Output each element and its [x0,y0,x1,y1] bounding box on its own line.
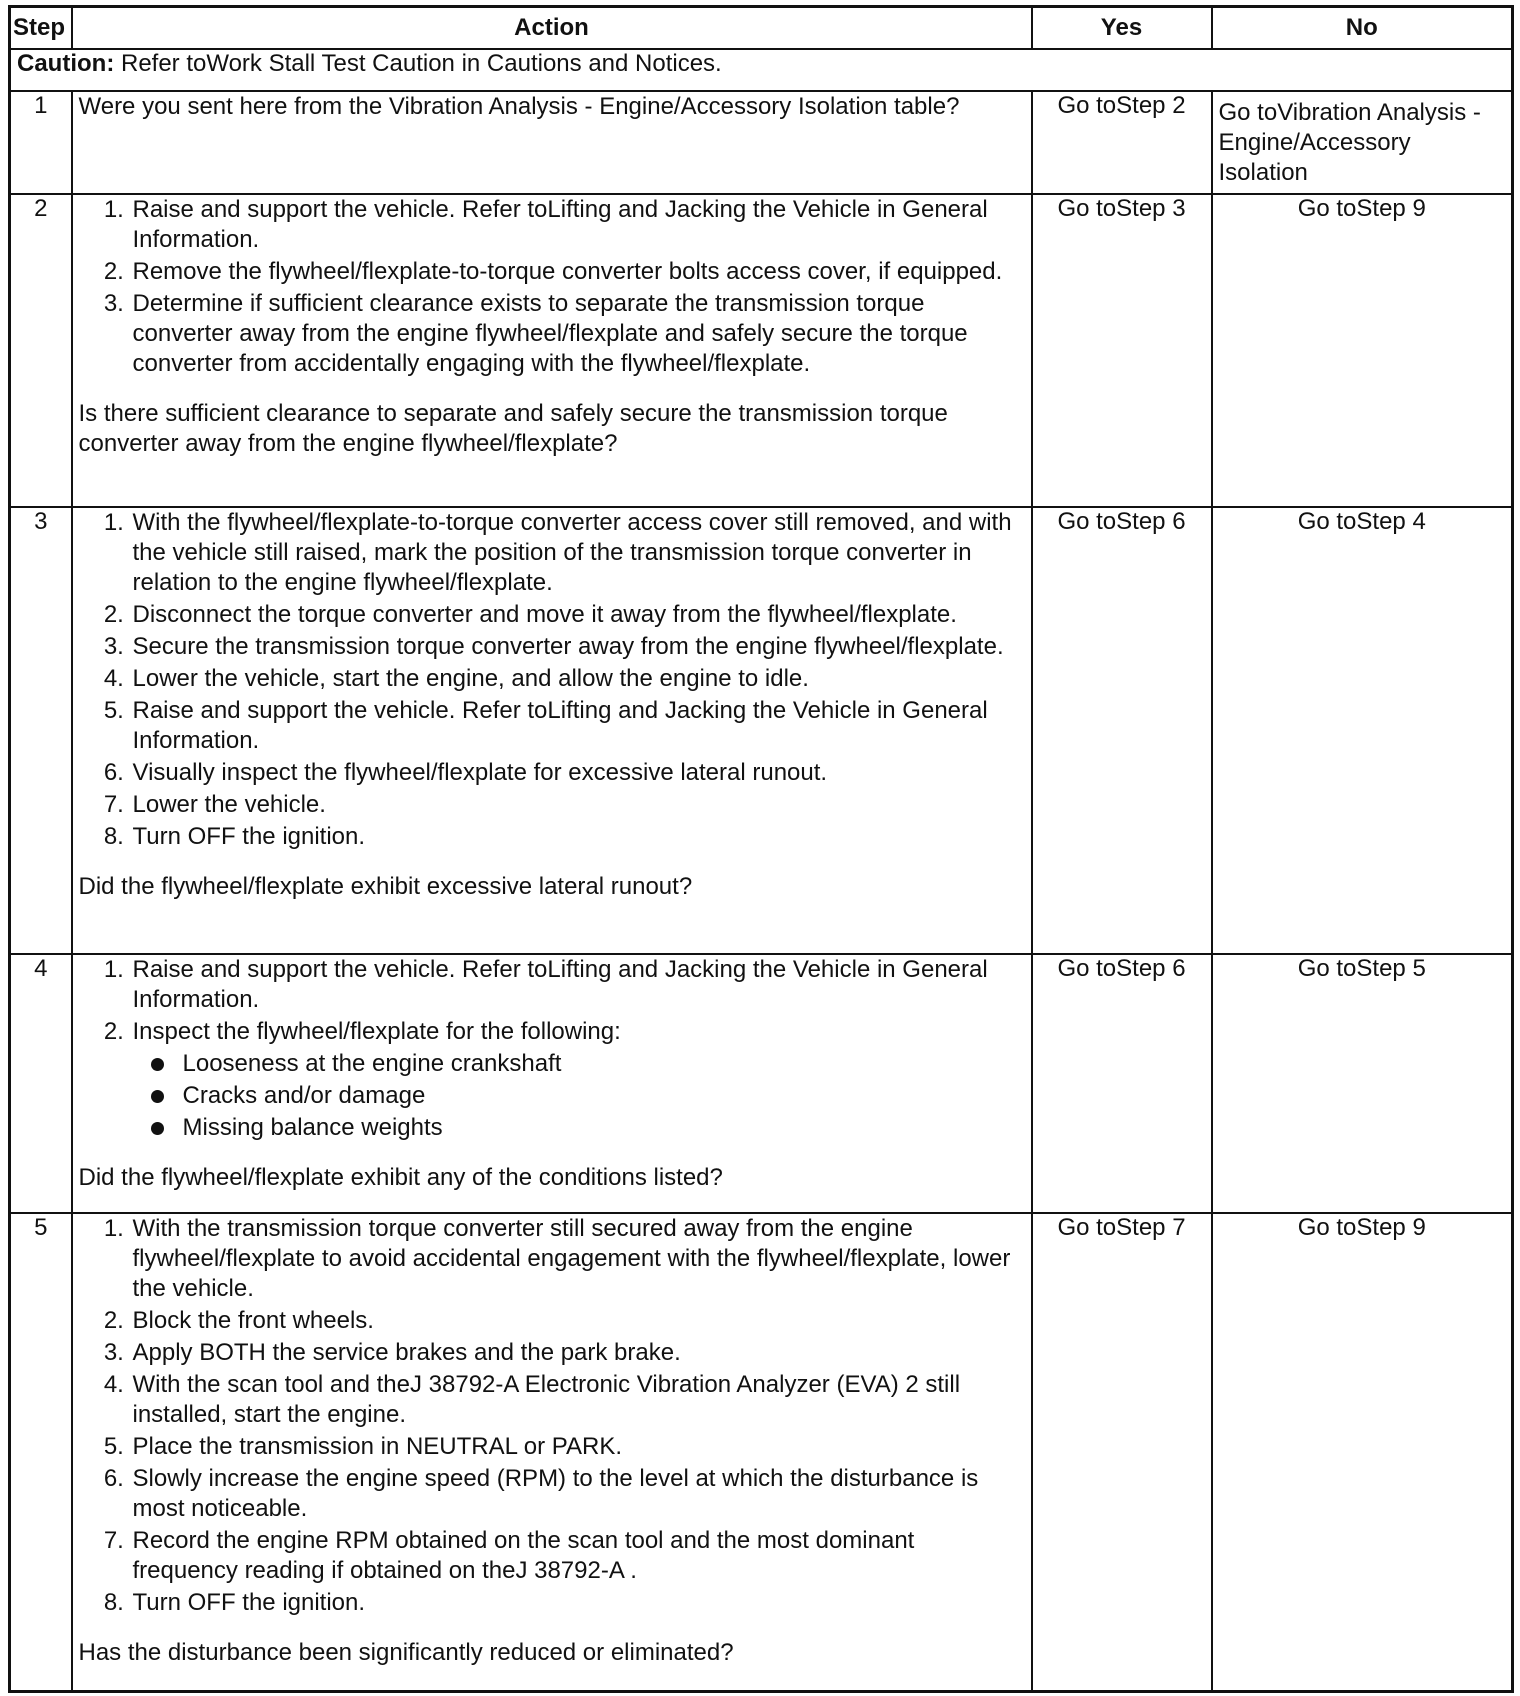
condition-text: Missing balance weights [182,1114,443,1141]
list-item: 8. Turn OFF the ignition. [131,1588,1025,1618]
no-link[interactable]: Go toStep 4 [1212,507,1513,954]
bullet-icon [151,1090,164,1103]
header-action: Action [72,7,1032,50]
list-item: 2. Block the front wheels. [131,1306,1025,1336]
list-item: 7. Lower the vehicle. [131,790,1025,820]
list-item: 5. Raise and support the vehicle. Refer toLifting and Jacking the Vehicle in General Information. [131,696,1025,756]
list-item: 3. Apply BOTH the service brakes and the park brake. [131,1338,1025,1368]
bullet-icon [151,1122,164,1135]
caution-text: Refer toWork Stall Test Caution in Cautions and Notices. [114,50,722,77]
list-item [181,1049,1025,1079]
list-item: 4. Lower the vehicle, start the engine, and allow the engine to idle. [131,664,1025,694]
step-number: 4 [10,954,72,1213]
procedure-list [79,508,1025,852]
header-row [10,7,1513,50]
list-item: 2. Disconnect the torque converter and move it away from the flywheel/flexplate. [131,600,1025,630]
list-item: 1. With the flywheel/flexplate-to-torque converter access cover still removed, and with the vehicle still raised, mark the position of the transmission torque converter in relation to the engine flywheel/flexplate. [131,508,1025,598]
list-item: 1. Raise and support the vehicle. Refer toLifting and Jacking the Vehicle in General Information. [131,195,1025,255]
action-cell [72,194,1032,507]
header-step: Step [10,7,72,50]
list-item [131,1017,1025,1143]
table-row [10,1213,1513,1691]
step-question: Were you sent here from the Vibration Analysis - Engine/Accessory Isolation table? [78,93,960,120]
no-link[interactable]: Go toVibration Analysis - Engine/Accessory Isolation [1212,91,1513,194]
condition-text: Looseness at the engine crankshaft [182,1050,562,1077]
caution-label: Caution: [17,50,115,77]
diagnostic-table [8,5,1514,1693]
table-row [10,954,1513,1213]
caution-cell [10,49,1513,91]
condition-list [133,1049,1025,1143]
action-cell [72,1213,1032,1691]
list-item: 2. Remove the flywheel/flexplate-to-torque converter bolts access cover, if equipped. [131,257,1025,287]
action-cell [72,91,1032,194]
list-item: 7. Record the engine RPM obtained on the scan tool and the most dominant frequency reading if obtained on theJ 38792-A . [131,1526,1025,1586]
list-item: 3. Secure the transmission torque converter away from the engine flywheel/flexplate. [131,632,1025,662]
list-item: 1. With the transmission torque converter still secured away from the engine flywheel/flexplate to avoid accidental engagement with the flywheel/flexplate, lower the vehicle. [131,1214,1025,1304]
step-number: 5 [10,1213,72,1691]
yes-link[interactable]: Go toStep 6 [1032,507,1212,954]
list-item: 1. Raise and support the vehicle. Refer toLifting and Jacking the Vehicle in General Information. [131,955,1025,1015]
caution-row [10,49,1513,91]
step-question: Did the flywheel/flexplate exhibit any of the conditions listed? [78,1164,723,1191]
step-question: Is there sufficient clearance to separate and safely secure the transmission torque converter away from the engine flywheel/flexplate? [78,400,948,457]
yes-link[interactable]: Go toStep 7 [1032,1213,1212,1691]
list-item: 4. With the scan tool and theJ 38792-A Electronic Vibration Analyzer (EVA) 2 still installed, start the engine. [131,1370,1025,1430]
list-item-text: Inspect the flywheel/flexplate for the following: [132,1018,621,1045]
procedure-list [79,955,1025,1143]
procedure-list [79,195,1025,379]
header-no: No [1212,7,1513,50]
condition-text: Cracks and/or damage [182,1082,426,1109]
no-link[interactable]: Go toStep 5 [1212,954,1513,1213]
yes-link[interactable]: Go toStep 2 [1032,91,1212,194]
no-link[interactable]: Go toStep 9 [1212,1213,1513,1691]
list-item: 8. Turn OFF the ignition. [131,822,1025,852]
action-cell [72,954,1032,1213]
diagnostic-table-container [8,5,1511,1693]
list-item: 6. Visually inspect the flywheel/flexplate for excessive lateral runout. [131,758,1025,788]
step-question: Did the flywheel/flexplate exhibit excessive lateral runout? [78,873,693,900]
action-cell [72,507,1032,954]
bullet-icon [151,1058,164,1071]
no-link[interactable]: Go toStep 9 [1212,194,1513,507]
step-number: 3 [10,507,72,954]
step-number: 2 [10,194,72,507]
step-question: Has the disturbance been significantly reduced or eliminated? [78,1639,734,1666]
list-item: 6. Slowly increase the engine speed (RPM) to the level at which the disturbance is most noticeable. [131,1464,1025,1524]
table-row [10,194,1513,507]
procedure-list [79,1214,1025,1618]
list-item: 3. Determine if sufficient clearance exists to separate the transmission torque converter away from the engine flywheel/flexplate and safely secure the torque converter from accidentally engaging with the flywheel/flexplate. [131,289,1025,379]
list-item [181,1081,1025,1111]
yes-link[interactable]: Go toStep 6 [1032,954,1212,1213]
list-item [181,1113,1025,1143]
table-row [10,507,1513,954]
step-number: 1 [10,91,72,194]
table-row [10,91,1513,194]
list-item: 5. Place the transmission in NEUTRAL or PARK. [131,1432,1025,1462]
yes-link[interactable]: Go toStep 3 [1032,194,1212,507]
header-yes: Yes [1032,7,1212,50]
